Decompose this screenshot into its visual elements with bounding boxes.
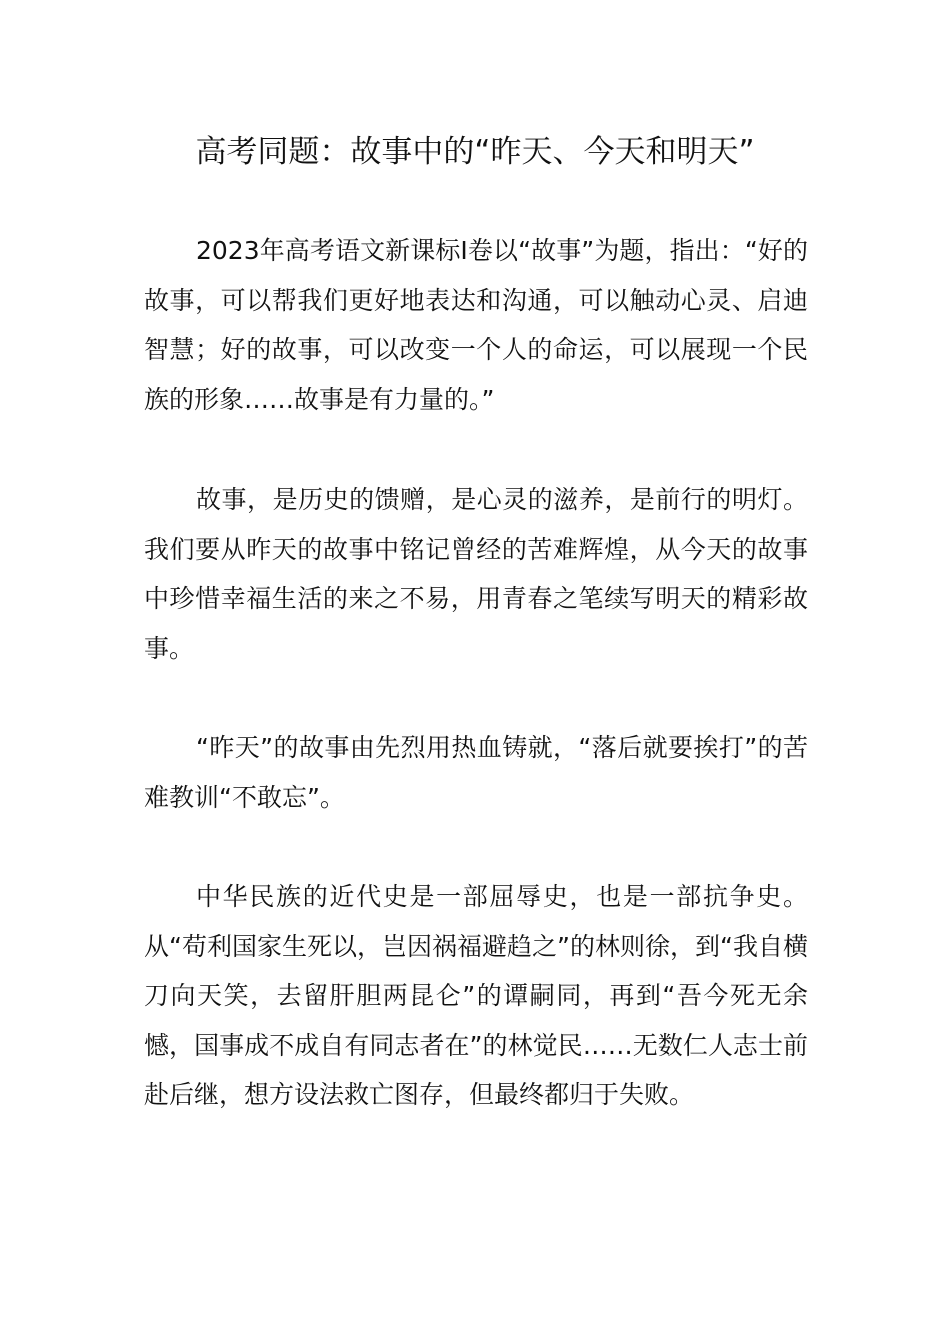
document-title: 高考同题：故事中的“昨天、今天和明天” [195,134,755,170]
paragraph-4: 中华民族的近代史是一部屈辱史，也是一部抗争史。从“苟利国家生死以，岂因祸福避趋之”的林则徐，到“我自横刀向天笑，去留肝胆两昆仑”的谭嗣同，再到“吾今死无余憾，国事成不成自有同志者在”的林觉民……无数仁人志士前赴后继，想方设法救亡图存，但最终都归于失败。 [144,882,808,1109]
paragraph-3: “昨天”的故事由先烈用热血铸就，“落后就要挨打”的苦难教训“不敢忘”。 [144,733,808,812]
paragraph-2: 故事，是历史的馈赠，是心灵的滋养，是前行的明灯。我们要从昨天的故事中铭记曾经的苦难辉煌，从今天的故事中珍惜幸福生活的来之不易，用青春之笔续写明天的精彩故事。 [144,485,808,663]
paragraph-1: 2023年高考语文新课标Ⅰ卷以“故事”为题，指出：“好的故事，可以帮我们更好地表达和沟通，可以触动心灵、启迪智慧；好的故事，可以改变一个人的命运，可以展现一个民族的形象……故事是有力量的。” [144,236,808,414]
